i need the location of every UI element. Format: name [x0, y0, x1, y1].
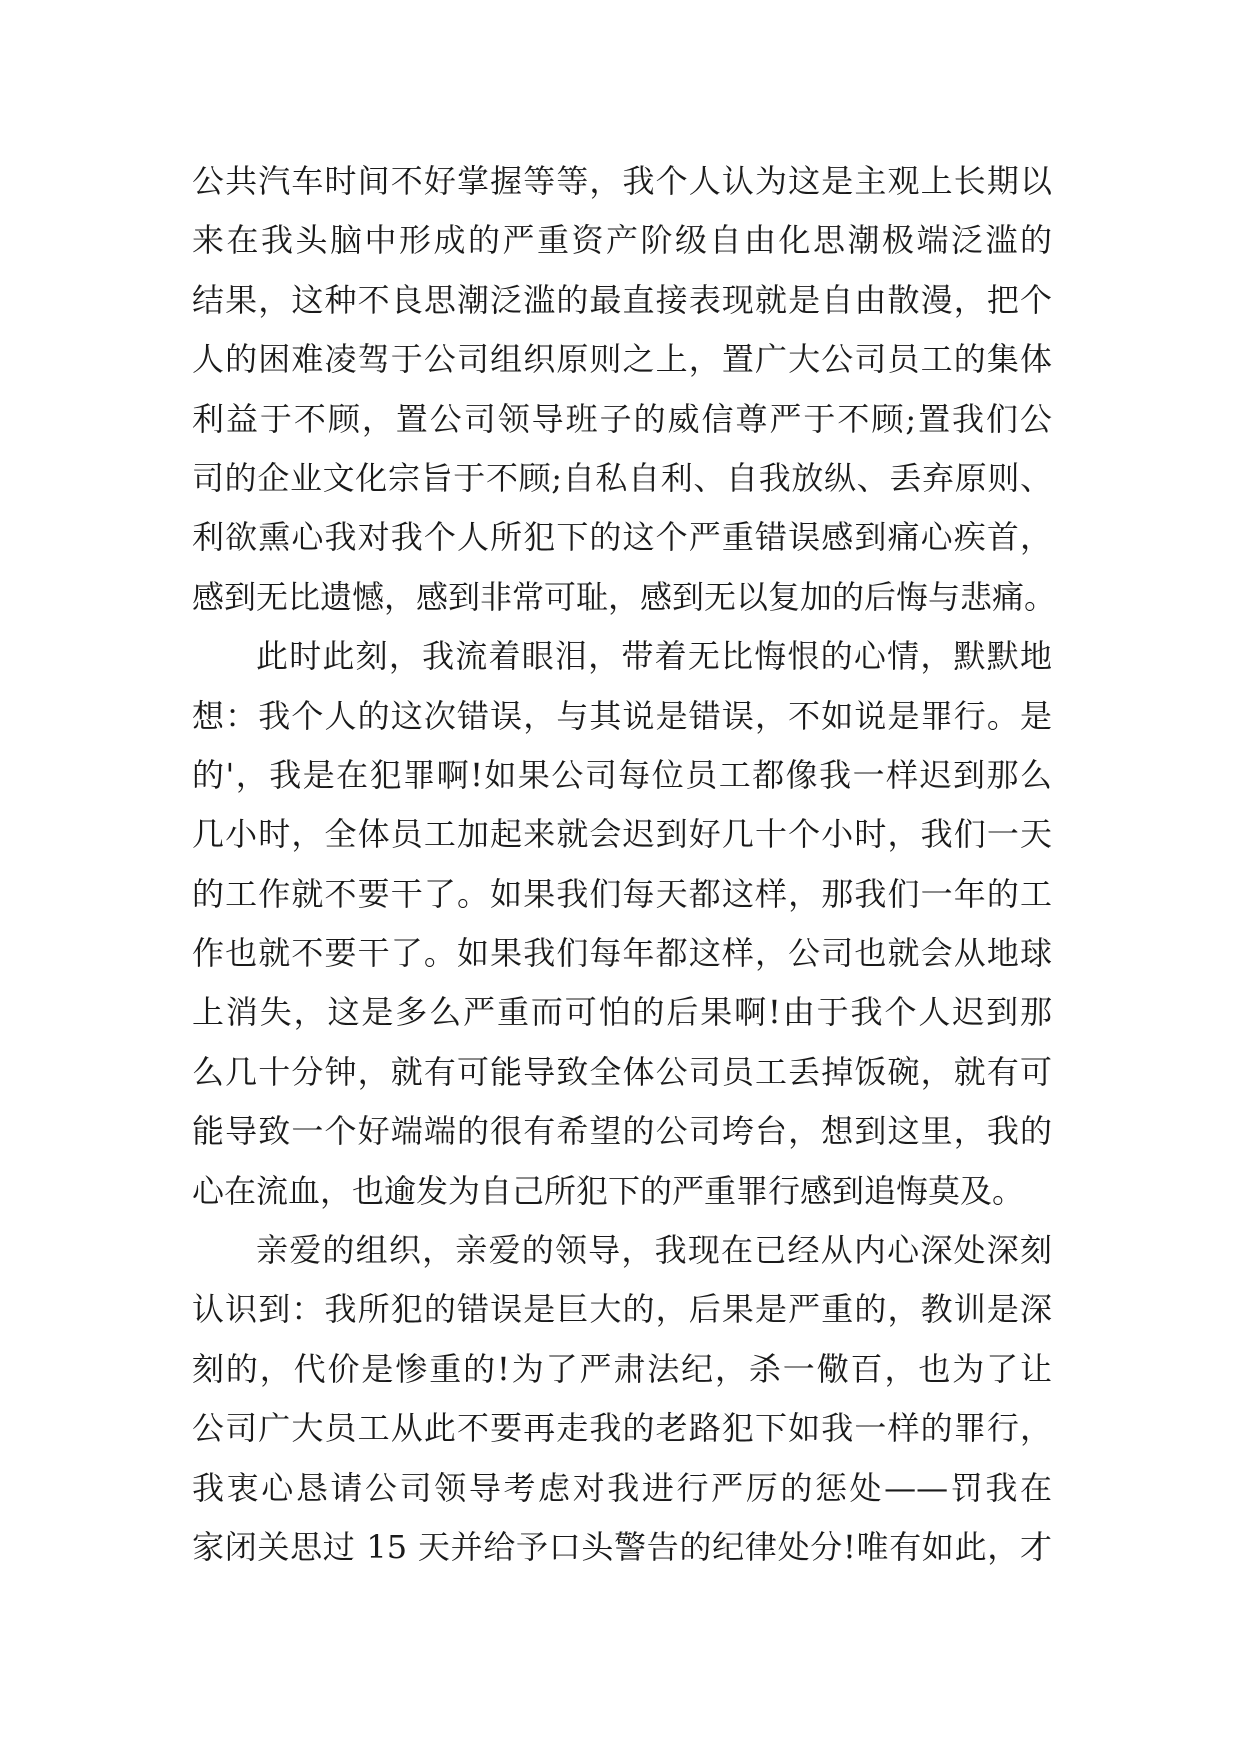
text-line: 利益于不顾，置公司领导班子的威信尊严于不顾;置我们公 [192, 399, 1052, 438]
text-line: 的工作就不要干了。如果我们每天都这样，那我们一年的工 [192, 874, 1052, 913]
text-line: 作也就不要干了。如果我们每年都这样，公司也就会从地球 [192, 934, 1052, 973]
document-body [192, 152, 1057, 1577]
text-line: 亲爱的组织，亲爱的领导，我现在已经从内心深处深刻 [256, 1231, 1052, 1270]
text-line: 公司广大员工从此不要再走我的老路犯下如我一样的罪行， [192, 1409, 1052, 1448]
text-line: 几小时，全体员工加起来就会迟到好几十个小时，我们一天 [192, 815, 1052, 854]
text-line: 能导致一个好端端的很有希望的公司垮台，想到这里，我的 [192, 1112, 1052, 1151]
text-line: 此时此刻，我流着眼泪，带着无比悔恨的心情，默默地 [256, 637, 1052, 676]
text-line: 心在流血，也逾发为自己所犯下的严重罪行感到追悔莫及。 [192, 1171, 1025, 1210]
text-line: 的'，我是在犯罪啊!如果公司每位员工都像我一样迟到那么 [192, 755, 1052, 794]
text-line: 来在我头脑中形成的严重资产阶级自由化思潮极端泛滥的 [192, 221, 1052, 260]
text-line: 上消失，这是多么严重而可怕的后果啊!由于我个人迟到那 [192, 993, 1052, 1032]
text-line: 想：我个人的这次错误，与其说是错误，不如说是罪行。是 [192, 696, 1052, 735]
text-line: 司的企业文化宗旨于不顾;自私自利、自我放纵、丢弃原则、 [192, 458, 1052, 497]
text-line: 公共汽车时间不好掌握等等，我个人认为这是主观上长期以 [192, 162, 1052, 200]
text-line: 利欲熏心我对我个人所犯下的这个严重错误感到痛心疾首， [192, 518, 1052, 557]
text-line: 刻的，代价是惨重的!为了严肃法纪，杀一儆百，也为了让 [192, 1349, 1052, 1388]
text-line: 人的困难凌驾于公司组织原则之上，置广大公司员工的集体 [192, 340, 1052, 379]
text-line: 么几十分钟，就有可能导致全体公司员工丢掉饭碗，就有可 [192, 1052, 1052, 1091]
text-line: 我衷心恳请公司领导考虑对我进行严厉的惩处——罚我在 [192, 1468, 1052, 1507]
text-line: 家闭关思过 15 天并给予口头警告的纪律处分!唯有如此，才 [192, 1527, 1052, 1566]
text-line: 结果，这种不良思潮泛滥的最直接表现就是自由散漫，把个 [192, 280, 1052, 319]
text-line: 感到无比遗憾，感到非常可耻，感到无以复加的后悔与悲痛。 [192, 577, 1057, 616]
text-line: 认识到：我所犯的错误是巨大的，后果是严重的，教训是深 [192, 1290, 1052, 1329]
